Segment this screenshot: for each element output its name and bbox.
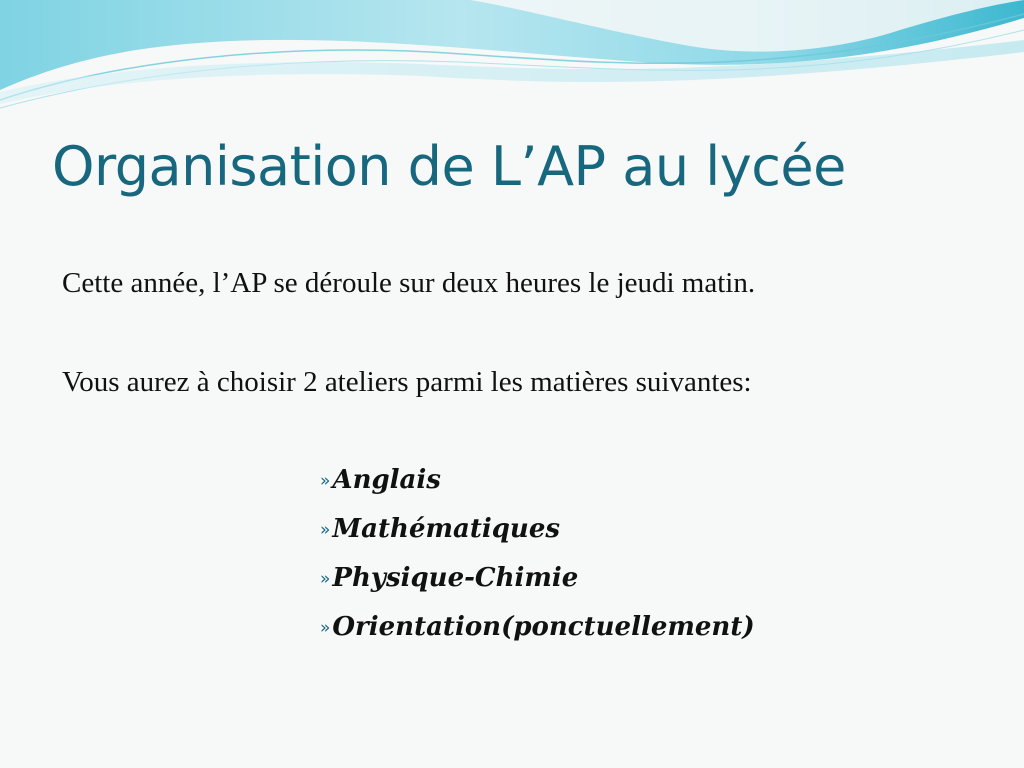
choice-paragraph: Vous aurez à choisir 2 ateliers parmi les matières suivantes: [62,366,752,398]
bullet-icon: » [320,618,331,638]
list-item-mathematiques [320,509,755,558]
workshop-list [320,460,755,656]
bullet-icon: » [320,569,331,589]
workshop-label: Mathématiques [332,514,560,544]
bullet-icon: » [320,520,331,540]
workshop-label: Physique-Chimie [332,563,579,593]
workshop-label: Anglais [332,465,441,495]
wave-decoration [0,0,1024,120]
list-item-anglais [320,460,755,509]
schedule-paragraph: Cette année, l’AP se déroule sur deux heures le jeudi matin. [62,267,756,299]
slide-title: Organisation de L’AP au lycée [52,135,846,198]
bullet-icon: » [320,471,331,491]
list-item-orientation [320,607,755,656]
list-item-physique-chimie [320,558,755,607]
workshop-label: Orientation(ponctuellement) [332,612,755,642]
